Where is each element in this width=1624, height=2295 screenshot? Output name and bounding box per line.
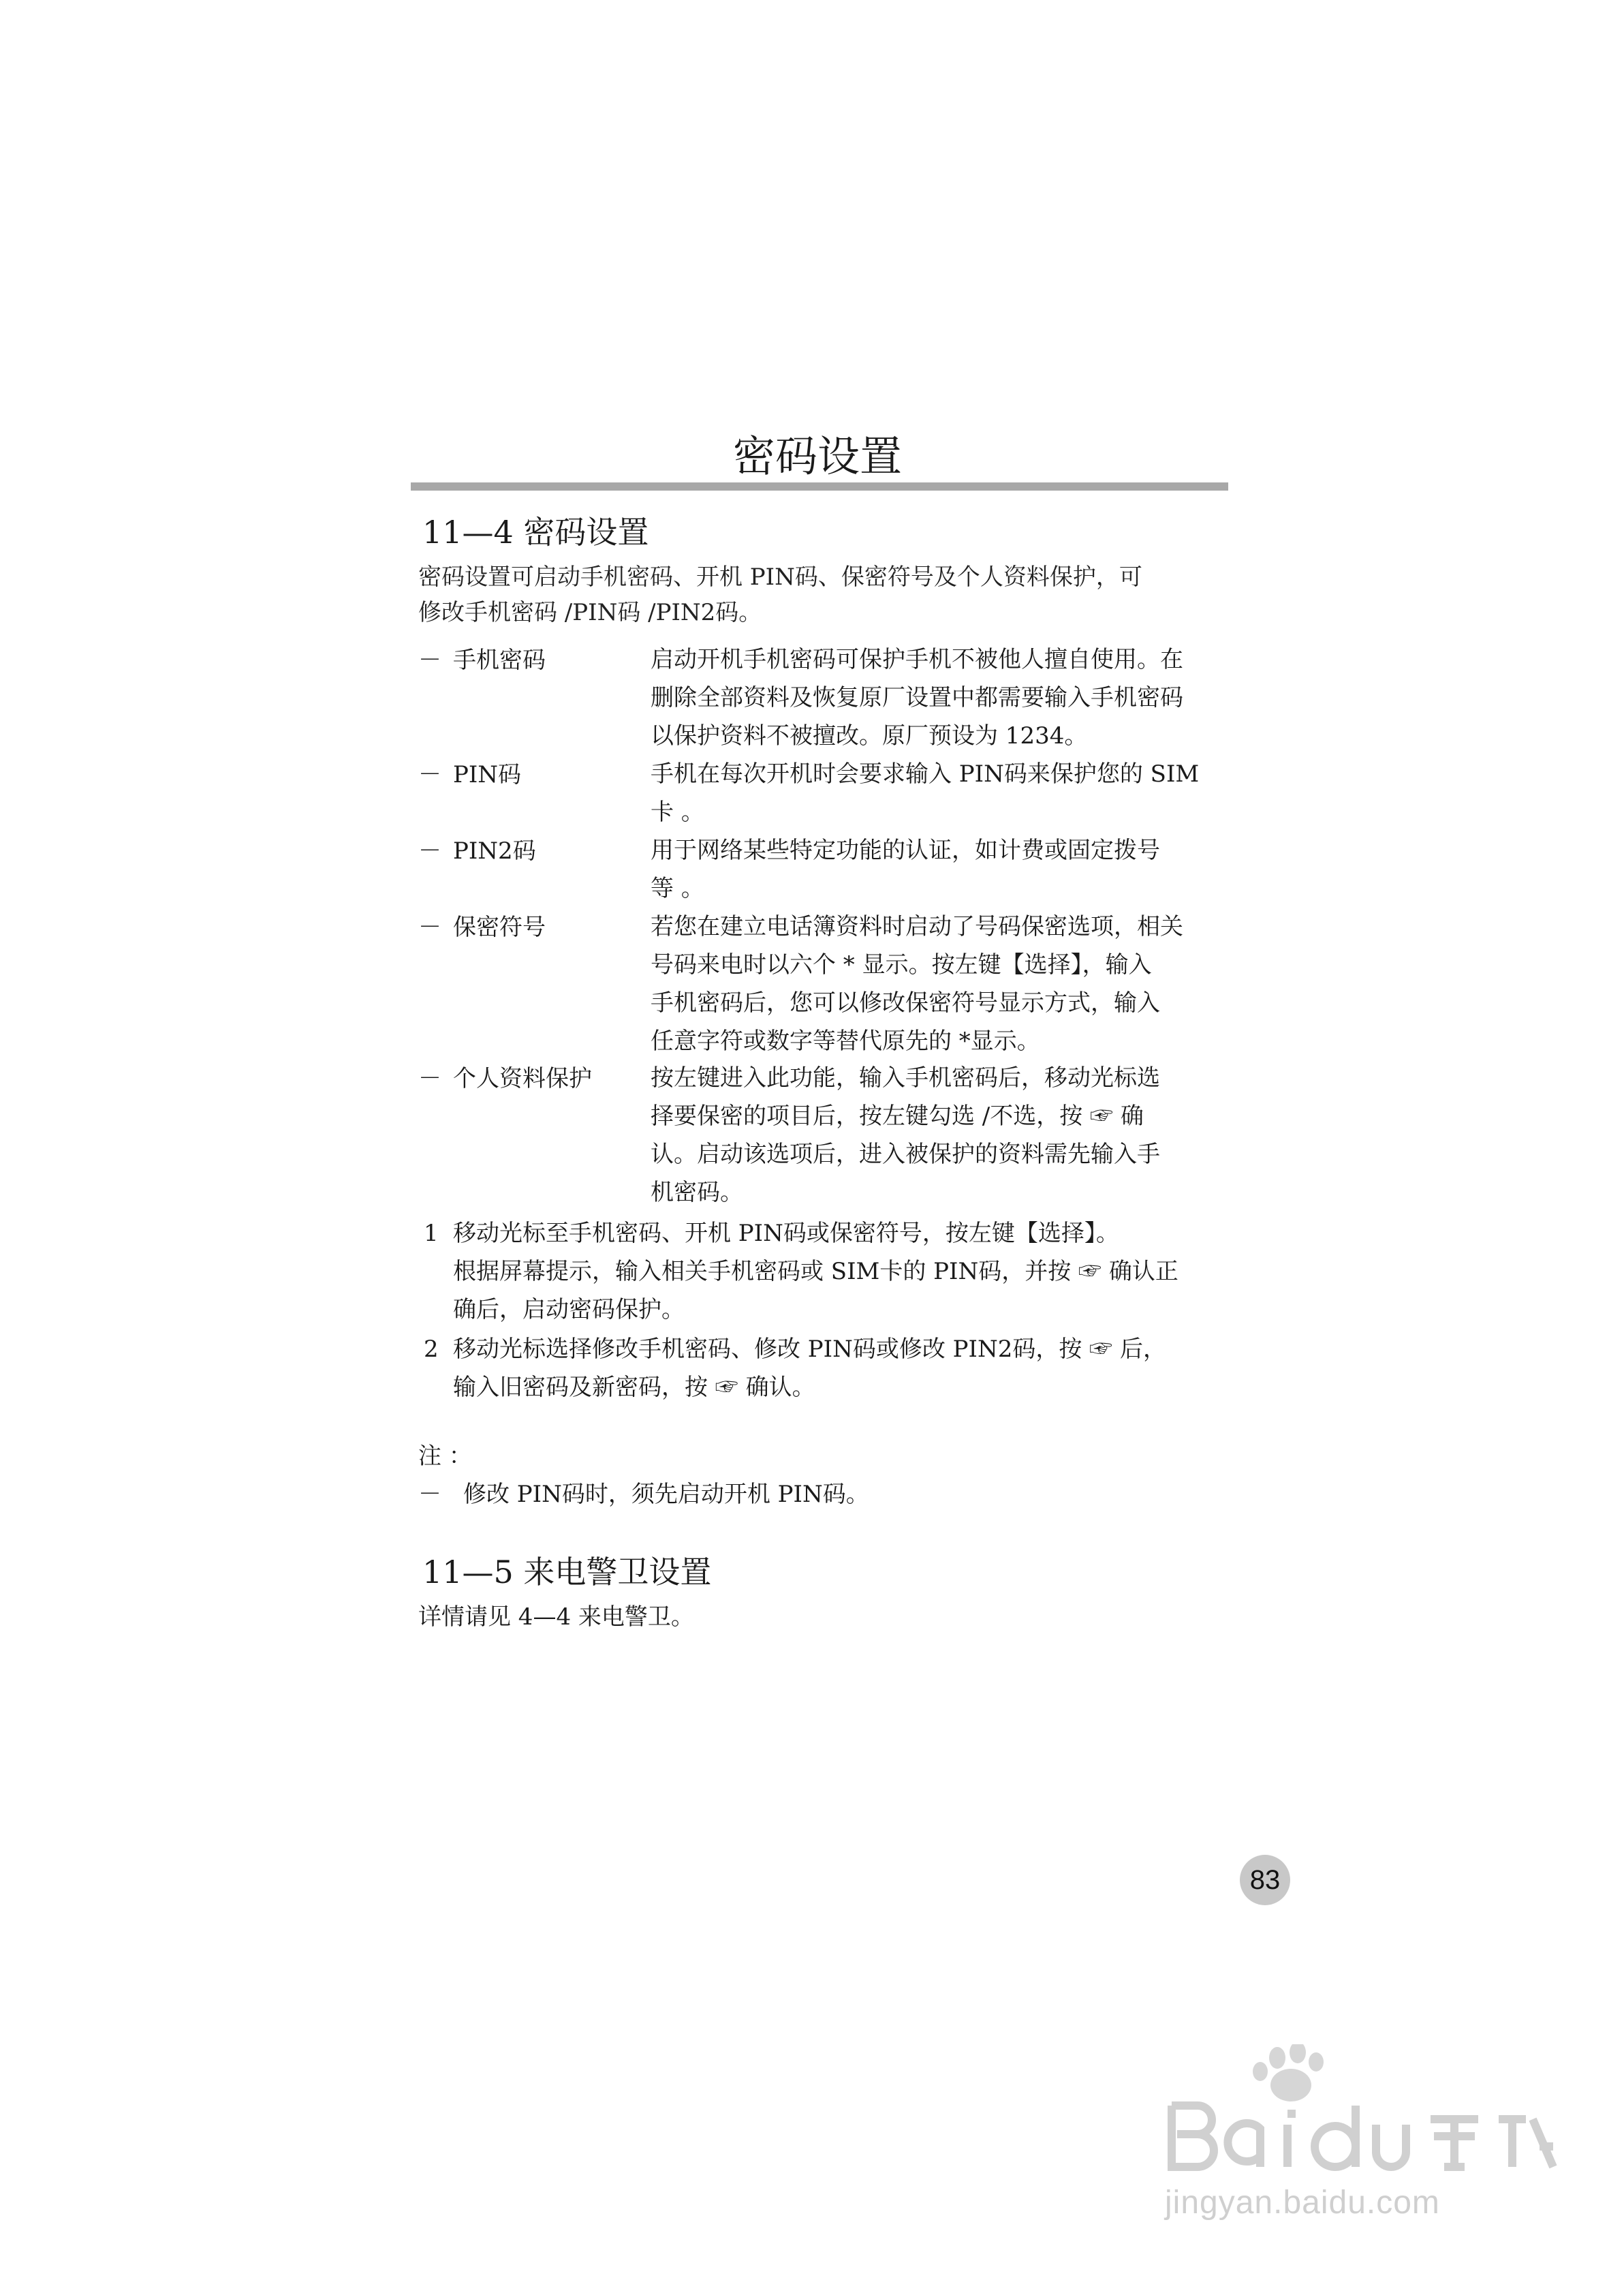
definition-term-personal-data: 个人资料保护 [453, 1065, 592, 1092]
chapter-title: 密码设置 [732, 431, 902, 481]
step-line: 确后，启动密码保护。 [453, 1296, 685, 1323]
note-label: 注 ： [418, 1443, 472, 1470]
desc-line: 号码来电时以六个 * 显示。按左键【选择】，输入 [651, 951, 1152, 979]
list-dash: － [418, 761, 441, 788]
list-dash: － [418, 837, 441, 865]
page-number: 83 [1240, 1855, 1290, 1905]
list-dash: － [418, 914, 441, 941]
section-heading-password: 11—4 密码设置 [422, 514, 649, 551]
desc-line: 以保护资料不被擅改。原厂预设为 1234。 [651, 722, 1088, 750]
definition-desc-pin2 [651, 831, 1230, 908]
desc-line: 机密码。 [651, 1179, 743, 1206]
definition-desc-phone-password [651, 641, 1230, 755]
list-dash: － [418, 1065, 441, 1092]
desc-line: 任意字符或数字等替代原先的 *显示。 [651, 1028, 1040, 1055]
step-line: 移动光标至手机密码、开机 PIN码或保密符号，按左键【选择】。 [453, 1220, 1119, 1247]
desc-line: 用于网络某些特定功能的认证，如计费或固定拨号 [651, 837, 1160, 864]
baidu-watermark-logo [1158, 2044, 1580, 2269]
definition-desc-privacy-symbol [651, 908, 1230, 1060]
desc-line: 删除全部资料及恢复原厂设置中都需要输入手机密码 [651, 684, 1183, 711]
desc-line: 卡 。 [651, 799, 704, 826]
intro-line: 修改手机密码 /PIN码 /PIN2码。 [418, 599, 762, 626]
desc-line: 认。启动该选项后，进入被保护的资料需先输入手 [651, 1141, 1160, 1168]
desc-line: 等 。 [651, 875, 704, 902]
header-divider [411, 482, 1228, 491]
intro-line: 密码设置可启动手机密码、开机 PIN码、保密符号及个人资料保护，可 [418, 564, 1142, 591]
step-text [453, 1214, 1230, 1329]
definition-desc-personal-data [651, 1059, 1230, 1212]
call-guard-reference: 详情请见 4—4 来电警卫。 [418, 1603, 694, 1631]
desc-line: 择要保密的项目后，按左键勾选 /不选，按 ☞ 确 [651, 1103, 1144, 1130]
desc-line: 启动开机手机密码可保护手机不被他人擅自使用。在 [651, 646, 1183, 673]
watermark-url: jingyan.baidu.com [1165, 2185, 1440, 2221]
desc-line: 按左键进入此功能，输入手机密码后，移动光标选 [651, 1064, 1160, 1092]
step-text [453, 1330, 1230, 1406]
definition-desc-pin [651, 755, 1230, 831]
definition-term-phone-password: 手机密码 [453, 647, 546, 674]
desc-line: 手机密码后，您可以修改保密符号显示方式，输入 [651, 989, 1160, 1017]
definition-term-pin: PIN码 [453, 761, 522, 788]
definition-term-pin2: PIN2码 [453, 837, 536, 865]
step-line: 移动光标选择修改手机密码、修改 PIN码或修改 PIN2码，按 ☞ 后， [453, 1336, 1166, 1363]
step-number: 1 [424, 1220, 439, 1247]
note-text: 修改 PIN码时，须先启动开机 PIN码。 [463, 1481, 869, 1508]
definition-term-privacy-symbol: 保密符号 [453, 914, 546, 941]
step-line: 根据屏幕提示，输入相关手机密码或 SIM卡的 PIN码，并按 ☞ 确认正 [453, 1258, 1178, 1285]
section-heading-call-guard: 11—5 来电警卫设置 [422, 1554, 712, 1590]
list-dash: － [418, 1481, 441, 1508]
step-line: 输入旧密码及新密码，按 ☞ 确认。 [453, 1374, 815, 1401]
desc-line: 手机在每次开机时会要求输入 PIN码来保护您的 SIM [651, 760, 1200, 788]
list-dash: － [418, 647, 441, 674]
step-number: 2 [424, 1336, 439, 1363]
desc-line: 若您在建立电话簿资料时启动了号码保密选项，相关 [651, 913, 1183, 940]
